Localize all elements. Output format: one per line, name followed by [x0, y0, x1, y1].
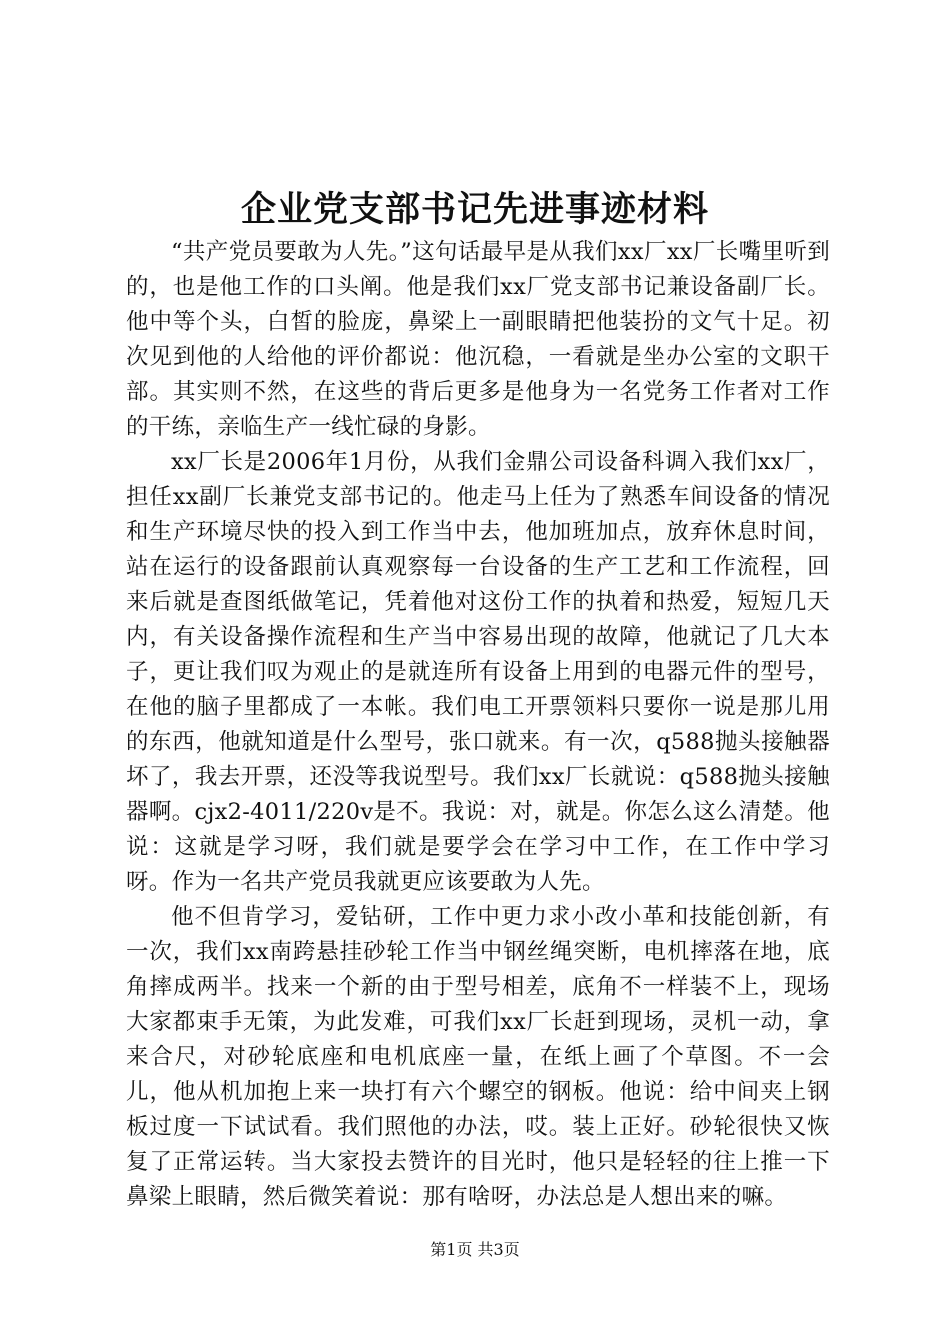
paragraph-1: “共产党员要敢为人先。”这句话最早是从我们xx厂xx厂长嘴里听到的，也是他工作的口头阐。他是我们xx厂党支部书记兼设备副厂长。他中等个头，白皙的脸庞，鼻梁上一副眼睛把他装扮的文气十足。初次见到他的人给他的评价都说：他沉稳，一看就是坐办公室的文职干部。其实则不然，在这些的背后更多是他身为一名党务工作者对工作的干练，亲临生产一线忙碌的身影。 [126, 239, 830, 440]
document-body [126, 235, 830, 1215]
page-number-footer: 第1页 共3页 [430, 1240, 520, 1259]
paragraph-3: 他不但肯学习，爱钻研，工作中更力求小改小革和技能创新，有一次，我们xx南跨悬挂砂轮工作当中钢丝绳突断，电机摔落在地，底角摔成两半。找来一个新的由于型号相差，底角不一样装不上，现场大家都束手无策，为此发难，可我们xx厂长赶到现场，灵机一动，拿来合尺，对砂轮底座和电机底座一量，在纸上画了个草图。不一会儿，他从机加抱上来一块打有六个螺空的钢板。他说：给中间夹上钢板过度一下试试看。我们照他的办法，哎。装上正好。砂轮很快又恢复了正常运转。当大家投去赞许的目光时，他只是轻轻的往上推一下鼻梁上眼睛，然后微笑着说：那有啥呀，办法总是人想出来的嘛。 [126, 904, 830, 1210]
paragraph-2: xx厂长是2006年1月份，从我们金鼎公司设备科调入我们xx厂，担任xx副厂长兼党支部书记的。他走马上任为了熟悉车间设备的情况和生产环境尽快的投入到工作当中去，他加班加点，放弃休息时间，站在运行的设备跟前认真观察每一台设备的生产工艺和工作流程，回来后就是查图纸做笔记，凭着他对这份工作的执着和热爱，短短几天内，有关设备操作流程和生产当中容易出现的故障，他就记了几大本子，更让我们叹为观止的是就连所有设备上用到的电器元件的型号，在他的脑子里都成了一本帐。我们电工开票领料只要你一说是那儿用的东西，他就知道是什么型号，张口就来。有一次，q588抛头接触器坏了，我去开票，还没等我说型号。我们xx厂长就说：q588抛头接触器啊。cjx2-4011/220v是不。我说：对，就是。你怎么这么清楚。他说：这就是学习呀，我们就是要学会在学习中工作，在工作中学习呀。作为一名共产党员我就更应该要敢为人先。 [126, 449, 830, 895]
document-title: 企业党支部书记先进事迹材料 [240, 189, 709, 230]
